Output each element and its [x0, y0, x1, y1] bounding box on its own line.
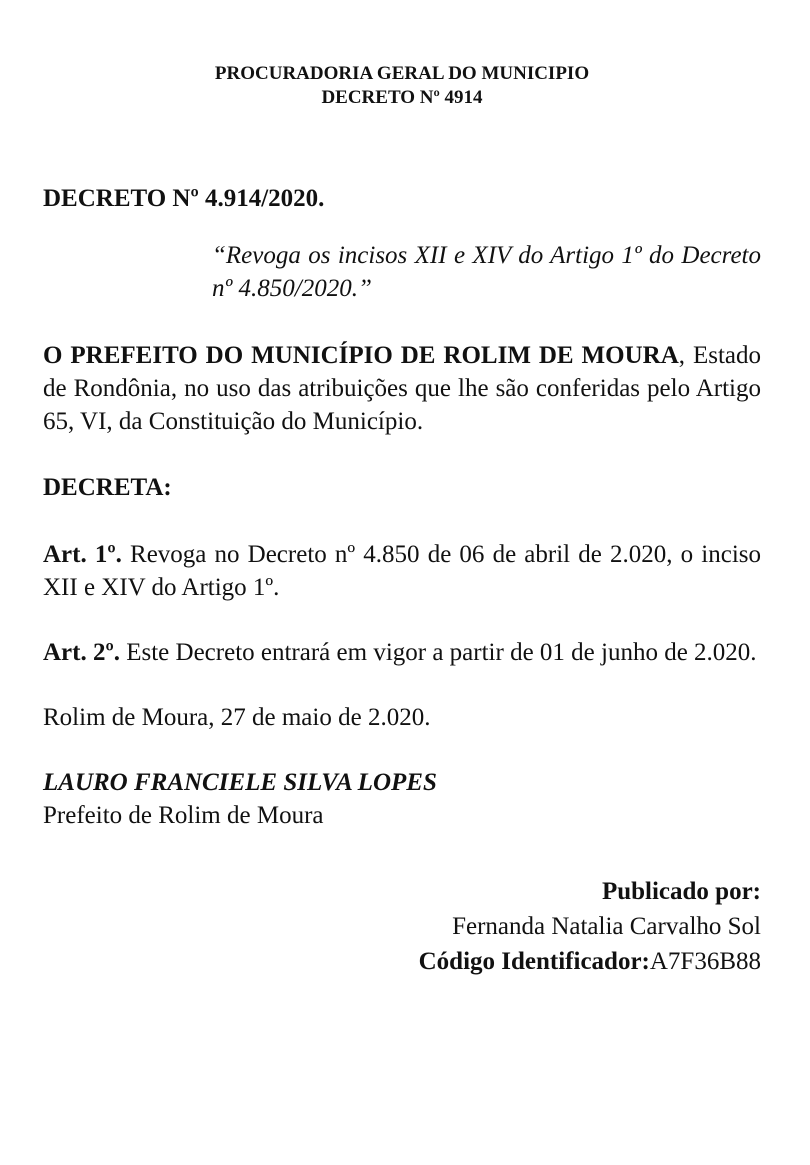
decree-summary: “Revoga os incisos XII e XIV do Artigo 1º do Decreto nº 4.850/2020.”	[212, 242, 761, 302]
publication-block	[43, 874, 761, 979]
header-decree-number: DECRETO Nº 4914	[321, 87, 483, 108]
identifier-code: A7F36B88	[649, 948, 761, 975]
decreta-heading: DECRETA:	[43, 474, 172, 501]
identifier-label: Código Identificador:	[418, 948, 650, 975]
publisher-name: Fernanda Natalia Carvalho Sol	[452, 913, 761, 940]
article-2-text: Este Decreto entrará em vigor a partir de 01 de junho de 2.020.	[119, 639, 757, 666]
signer-role: Prefeito de Rolim de Moura	[43, 802, 324, 829]
document-header	[43, 0, 761, 110]
decree-title: DECRETO Nº 4.914/2020.	[43, 185, 325, 212]
article-1-text: Revoga no Decreto nº 4.850 de 06 de abril de 2.020, o inciso XII e XIV do Artigo 1º.	[43, 541, 761, 601]
preamble-authority: O PREFEITO DO MUNICÍPIO DE ROLIM DE MOURA	[43, 342, 679, 369]
article-1-label: Art. 1º.	[43, 541, 122, 568]
preamble-text: , Estado de Rondônia, no uso das atribuições que lhe são conferidas pelo Artigo 65, VI, da Constituição do Município.	[43, 342, 761, 435]
date-line: Rolim de Moura, 27 de maio de 2.020.	[43, 704, 431, 731]
header-agency: PROCURADORIA GERAL DO MUNICIPIO	[214, 63, 590, 84]
preamble-paragraph	[43, 339, 761, 438]
article-2	[43, 636, 761, 669]
identifier-line	[43, 944, 761, 979]
signer-name: LAURO FRANCIELE SILVA LOPES	[43, 769, 437, 796]
publication-label: Publicado por:	[601, 878, 761, 905]
article-1	[43, 538, 761, 604]
article-2-label: Art. 2º.	[43, 639, 120, 666]
